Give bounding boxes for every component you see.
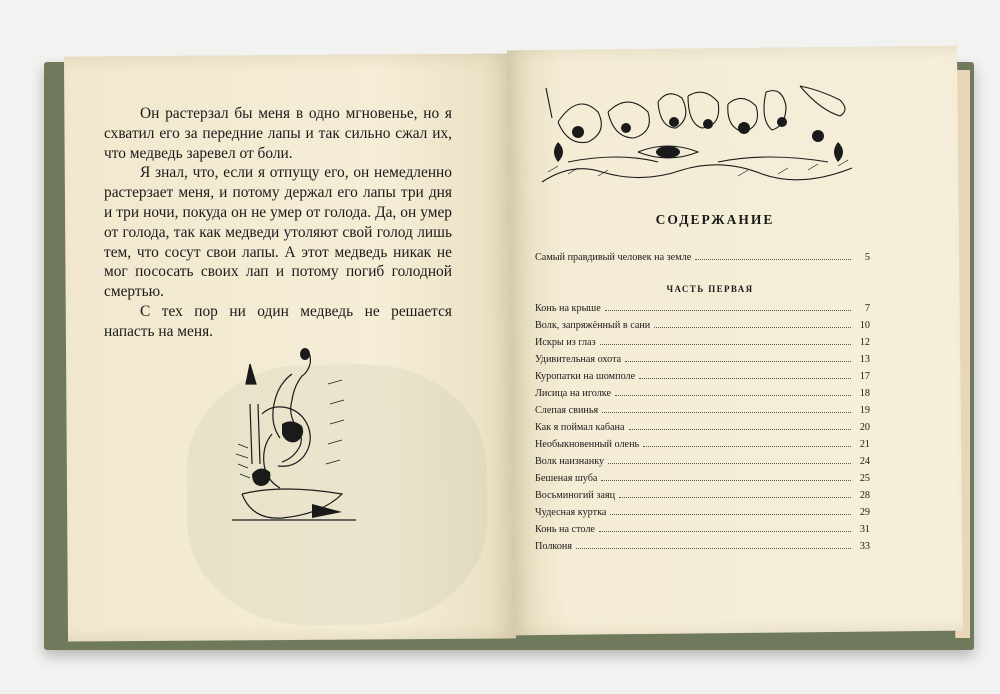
part-title: ЧАСТЬ ПЕРВАЯ bbox=[666, 284, 754, 294]
leader-dots bbox=[608, 463, 851, 464]
toc-entry bbox=[535, 405, 870, 422]
toc-entry bbox=[535, 422, 870, 439]
toc-entry-page: 25 bbox=[859, 473, 870, 484]
leader-dots bbox=[625, 361, 851, 362]
leader-dots bbox=[619, 497, 851, 498]
toc-entry-page: 12 bbox=[859, 337, 870, 348]
paragraph: Я знал, что, если я отпущу его, он немедленно растерзает меня, и потому держал его лапы три дня и три ночи, покуда он не умер от голода. Да, он умер от голода, так как медведи утоляют свой голод лишь тем, что сосут свои лапы. А этот медведь никак не мог пососать своих лап и потому погиб голодной смертью. bbox=[104, 164, 452, 301]
toc-entry-title: Чудесная куртка bbox=[535, 507, 607, 518]
toc-entry-page: 18 bbox=[859, 388, 870, 399]
leader-dots bbox=[610, 514, 851, 515]
toc-entry bbox=[535, 303, 870, 320]
toc-entry-title: Волк, запряжённый в сани bbox=[535, 320, 651, 331]
toc-entry-title: Самый правдивый человек на земле bbox=[535, 252, 692, 263]
leader-dots bbox=[615, 395, 851, 396]
toc-entry-title: Искры из глаз bbox=[535, 337, 596, 348]
toc-entry-title: Удивительная охота bbox=[535, 354, 622, 365]
leader-dots bbox=[601, 480, 851, 481]
leader-dots bbox=[576, 548, 851, 549]
toc-entry-title: Слепая свинья bbox=[535, 405, 599, 416]
toc-entry-title: Волк наизнанку bbox=[535, 456, 605, 467]
toc-entry-page: 21 bbox=[859, 439, 870, 450]
toc-entry-page: 13 bbox=[859, 354, 870, 365]
toc-entry-page: 5 bbox=[864, 252, 870, 263]
toc-entry-page: 7 bbox=[864, 303, 870, 314]
toc-entry bbox=[535, 473, 870, 490]
toc-entry-title: Восьминогий заяц bbox=[535, 490, 616, 501]
toc-entry-title: Конь на столе bbox=[535, 524, 595, 535]
toc-entry-title: Лисица на иголке bbox=[535, 388, 612, 399]
toc-entry bbox=[535, 252, 870, 269]
toc-entry-page: 29 bbox=[859, 507, 870, 518]
leader-dots bbox=[654, 327, 851, 328]
leader-dots bbox=[639, 378, 851, 379]
toc-entry bbox=[535, 490, 870, 507]
leader-dots bbox=[602, 412, 851, 413]
leader-dots bbox=[695, 259, 851, 260]
leader-dots bbox=[643, 446, 851, 447]
toc-intro bbox=[535, 252, 870, 269]
toc-entry-page: 19 bbox=[859, 405, 870, 416]
toc-entry-title: Полконя bbox=[535, 541, 573, 552]
toc-entry-page: 10 bbox=[859, 320, 870, 331]
baron-bear-illustration bbox=[232, 344, 356, 526]
leader-dots bbox=[605, 310, 851, 311]
toc-entry bbox=[535, 439, 870, 456]
toc-entry-page: 24 bbox=[859, 456, 870, 467]
left-page-text bbox=[104, 104, 452, 342]
paragraph: С тех пор ни один медведь не решается напасть на меня. bbox=[104, 302, 452, 340]
toc-entry bbox=[535, 337, 870, 354]
toc-entry bbox=[535, 541, 870, 558]
leader-dots bbox=[600, 344, 851, 345]
toc-entry-title: Необыкновенный олень bbox=[535, 439, 640, 450]
leader-dots bbox=[599, 531, 851, 532]
toc-entry-page: 17 bbox=[859, 371, 870, 382]
toc-entry-title: Бешеная шуба bbox=[535, 473, 598, 484]
toc-entry bbox=[535, 388, 870, 405]
toc-entry bbox=[535, 354, 870, 371]
toc-entry bbox=[535, 507, 870, 524]
toc-entry bbox=[535, 456, 870, 473]
toc-entry-title: Куропатки на шомполе bbox=[535, 371, 636, 382]
toc-entry-title: Конь на крыше bbox=[535, 303, 601, 314]
paragraph: Он растерзал бы меня в одно мгновенье, но я схватил его за передние лапы и так сильно сжал их, что медведь заревел от боли. bbox=[104, 105, 452, 162]
toc-entry bbox=[535, 320, 870, 337]
toc-list bbox=[535, 303, 870, 558]
toc-entry-title: Как я поймал кабана bbox=[535, 422, 625, 433]
toc-entry-page: 28 bbox=[859, 490, 870, 501]
toc-entry-page: 20 bbox=[859, 422, 870, 433]
toc-entry bbox=[535, 524, 870, 541]
feast-illustration bbox=[538, 82, 858, 190]
toc-title: СОДЕРЖАНИЕ bbox=[655, 212, 775, 227]
toc-entry-page: 31 bbox=[859, 524, 870, 535]
toc-entry-page: 33 bbox=[859, 541, 870, 552]
leader-dots bbox=[629, 429, 851, 430]
toc-entry bbox=[535, 371, 870, 388]
